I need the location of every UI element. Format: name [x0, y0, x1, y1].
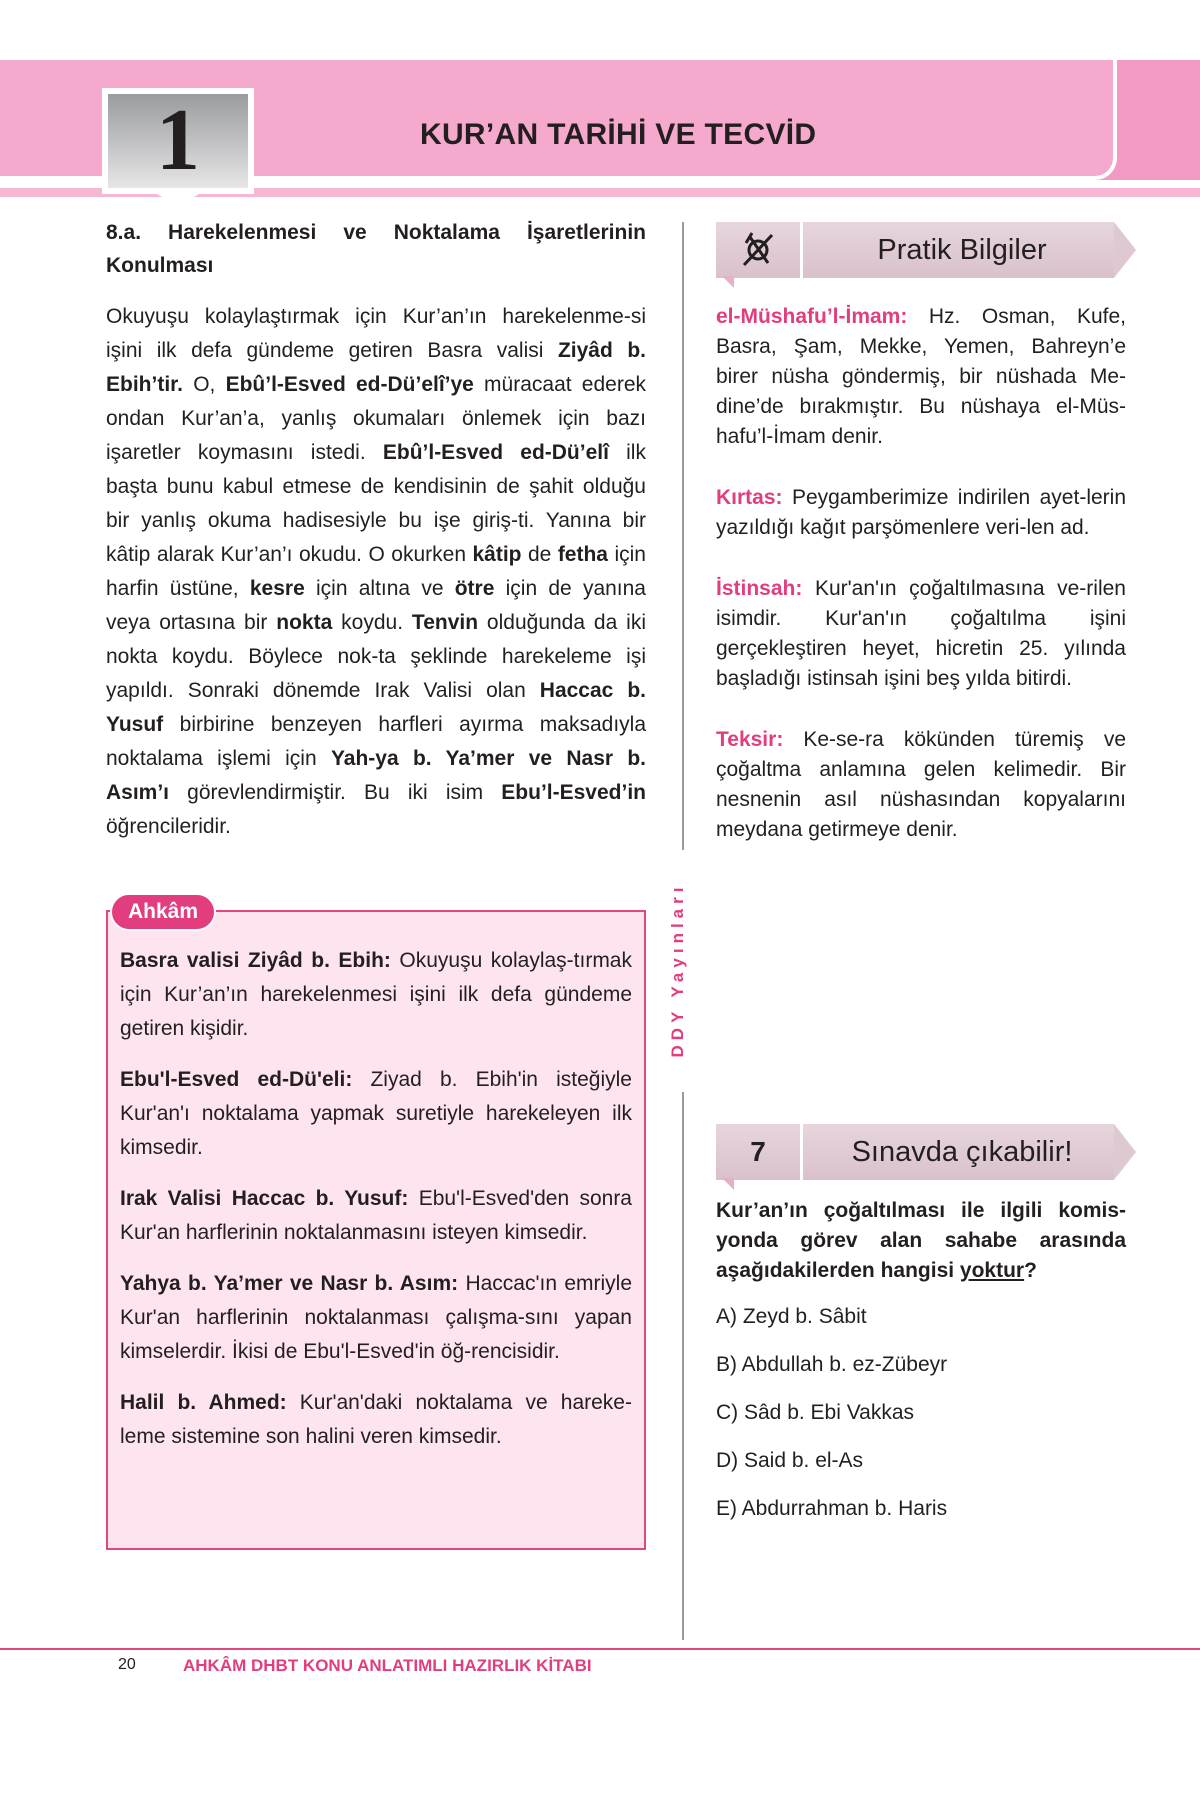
paragraph-text: için altına ve	[304, 577, 455, 600]
paragraph-text: O,	[183, 373, 226, 396]
pratik-banner	[716, 222, 1140, 278]
paragraph-text: koydu.	[332, 611, 412, 634]
bold-term: nokta	[276, 611, 333, 634]
exam-number: 7	[750, 1136, 766, 1167]
pratik-description: Ke-se-ra kökünden türemiş ve çoğaltma anlamına gelen kelimedir. Bir nesnenin asıl nüshasından kopyalarını meydana getirmeye denir.	[716, 728, 1126, 841]
question-keyword: yoktur	[959, 1259, 1025, 1282]
paragraph-text: ilk başta bunu kabul etmese de kendisinin de şahit olduğu bir yanlış okuma hadisesiyle bu işe giriş-ti. Yanına bir kâtip alarak Kur’an’ı okudu. O okurken	[106, 441, 646, 566]
ahkam-entry	[120, 1063, 632, 1165]
bold-term: kâtip	[472, 543, 522, 566]
ahkam-term: Basra valisi Ziyâd b. Ebih:	[120, 949, 391, 972]
pratik-description: Kur'an'ın çoğaltılmasına ve-rilen isimdir. Kur'an'ın çoğaltılma işini gerçekleştiren heyet, hicretin 25. yılında başladığı istinsah işini beş yılda bitirdi.	[716, 577, 1126, 690]
paragraph-text: Okuyuşu kolaylaştırmak için Kur’an’ın harekelenme-si işini ilk defa gündeme getiren Basra valisi	[106, 305, 646, 362]
banner-icon-cell	[716, 222, 803, 278]
ahkam-description: Okuyuşu kolaylaş-tırmak için Kur’an’ın harekelenmesi işini ilk defa gündeme getiren kişidir.	[120, 949, 632, 1040]
bold-term: ötre	[454, 577, 495, 600]
exam-title: Sınavda çıkabilir!	[851, 1135, 1073, 1168]
ahkam-entry	[120, 1182, 632, 1250]
paragraph-text: öğrencileridir.	[106, 815, 231, 838]
bold-term: Yah-ya b. Ya’mer ve Nasr b. Asım’ı	[106, 747, 647, 804]
publisher-vertical-text: DDY Yayınları	[668, 882, 687, 1058]
exam-question	[716, 1196, 1126, 1286]
paragraph-text: görevlendirmiştir. Bu iki isim	[169, 781, 502, 804]
pratik-entry	[716, 574, 1126, 694]
ahkam-list	[120, 944, 632, 1471]
chapter-number-box	[102, 88, 254, 194]
pratik-description: Peygamberimize indirilen ayet-lerin yazıldığı kağıt parşömenlere veri-len ad.	[716, 486, 1126, 539]
pratik-entry	[716, 483, 1126, 543]
ahkam-entry	[120, 1386, 632, 1454]
paragraph-text: için harfin üstüne,	[106, 543, 646, 600]
bold-term: kesre	[249, 577, 305, 600]
pratik-title: Pratik Bilgiler	[877, 233, 1047, 266]
answer-option-b[interactable]: B) Abdullah b. ez-Zübeyr	[716, 1353, 948, 1376]
banner-tip	[1114, 1124, 1136, 1180]
exam-banner	[716, 1124, 1140, 1180]
page-title: KUR’AN TARİHİ VE TECVİD	[420, 118, 817, 151]
ahkam-term: Yahya b. Ya’mer ve Nasr b. Asım:	[120, 1272, 459, 1295]
ahkam-description: Ziyad b. Ebih'in isteğiyle Kur'an'ı noktalama yapmak suretiyle harekeleyen ilk kimsedir.	[120, 1068, 632, 1159]
ahkam-label: Ahkâm	[110, 893, 216, 931]
bold-term: fetha	[557, 543, 608, 566]
pratik-term: el-Müshafu’l-İmam:	[716, 305, 908, 328]
ahkam-entry	[120, 944, 632, 1046]
ahkam-description: Haccac'ın emriyle Kur'an harflerinin noktalanması çalışma-sını yapan kimselerdir. İkisi de Ebu'l-Esved'in öğ-rencisidir.	[120, 1272, 632, 1363]
bold-term: Ebû’l-Esved ed-Dü’elî	[382, 441, 609, 464]
ahkam-term: Ebu'l-Esved ed-Dü'eli:	[120, 1068, 353, 1091]
bold-term: Tenvin	[411, 611, 479, 634]
chapter-number: 1	[156, 92, 200, 189]
paragraph-text: müracaat ederek ondan Kur’an’a, yanlış okumaları önlemek için bazı işaretler koymasını istedi.	[106, 373, 647, 464]
answer-option-a[interactable]: A) Zeyd b. Sâbit	[716, 1305, 867, 1328]
answer-options	[716, 1302, 1126, 1542]
exam-number-cell	[716, 1124, 803, 1180]
pratik-term: İstinsah:	[716, 577, 803, 600]
paragraph-text: de	[521, 543, 558, 566]
column-divider	[682, 222, 684, 850]
pratik-term: Teksir:	[716, 728, 784, 751]
pratik-entry	[716, 725, 1126, 845]
answer-option-d[interactable]: D) Said b. el-As	[716, 1449, 864, 1472]
answer-option-c[interactable]: C) Sâd b. Ebi Vakkas	[716, 1401, 915, 1424]
bold-term: Ebu’l-Esved’in	[501, 781, 646, 804]
pratik-term: Kırtas:	[716, 486, 783, 509]
bold-term: Haccac b. Yusuf	[106, 679, 646, 736]
ahkam-term: Halil b. Ahmed:	[120, 1391, 287, 1414]
question-mark: ?	[1024, 1259, 1037, 1282]
ahkam-description: Ebu'l-Esved'den sonra Kur'an harflerinin noktalanmasını isteyen kimsedir.	[120, 1187, 632, 1244]
ahkam-entry	[120, 1267, 632, 1369]
question-text: Kur’an’ın çoğaltılması ile ilgili komis-yonda görev alan sahabe arasında aşağıdakilerden hangisi	[716, 1199, 1126, 1282]
paragraph-text: olduğunda da iki nokta koydu. Böylece nok-ta şeklinde harekeleme işi yapıldı. Sonraki dönemde Irak Valisi olan	[106, 611, 646, 702]
page-number: 20	[118, 1656, 136, 1673]
column-divider	[682, 1092, 684, 1640]
book-title: AHKÂM DHBT KONU ANLATIMLI HAZIRLIK KİTABI	[183, 1656, 592, 1675]
footer-line	[0, 1648, 1200, 1650]
pratik-list	[716, 302, 1126, 876]
answer-option-e[interactable]: E) Abdurrahman b. Haris	[716, 1497, 948, 1520]
pratik-entry	[716, 302, 1126, 452]
banner-tip	[1114, 222, 1136, 278]
tools-icon	[738, 231, 778, 269]
ahkam-description: Kur'an'daki noktalama ve hareke-leme sistemine son halini veren kimsedir.	[120, 1391, 632, 1448]
paragraph-text: için de yanına veya ortasına bir	[106, 577, 646, 634]
section-paragraph	[106, 300, 646, 844]
bold-term: Ziyâd b. Ebih’tir.	[106, 339, 646, 396]
section-title: 8.a. Harekelenmesi ve Noktalama İşaretlerinin Konulması	[106, 221, 646, 277]
bold-term: Ebû’l-Esved ed-Dü’elî’ye	[225, 373, 474, 396]
paragraph-text: birbirine benzeyen harfleri ayırma maksadıyla noktalama işlemi için	[106, 713, 646, 770]
pratik-description: Hz. Osman, Kufe, Basra, Şam, Mekke, Yemen, Bahreyn’e birer nüsha göndermiş, bir nüshada Me-dine’de bırakmıştır. Bu nüshaya el-Müs-hafu’l-İmam denir.	[716, 305, 1126, 448]
ahkam-term: Irak Valisi Haccac b. Yusuf:	[120, 1187, 409, 1210]
